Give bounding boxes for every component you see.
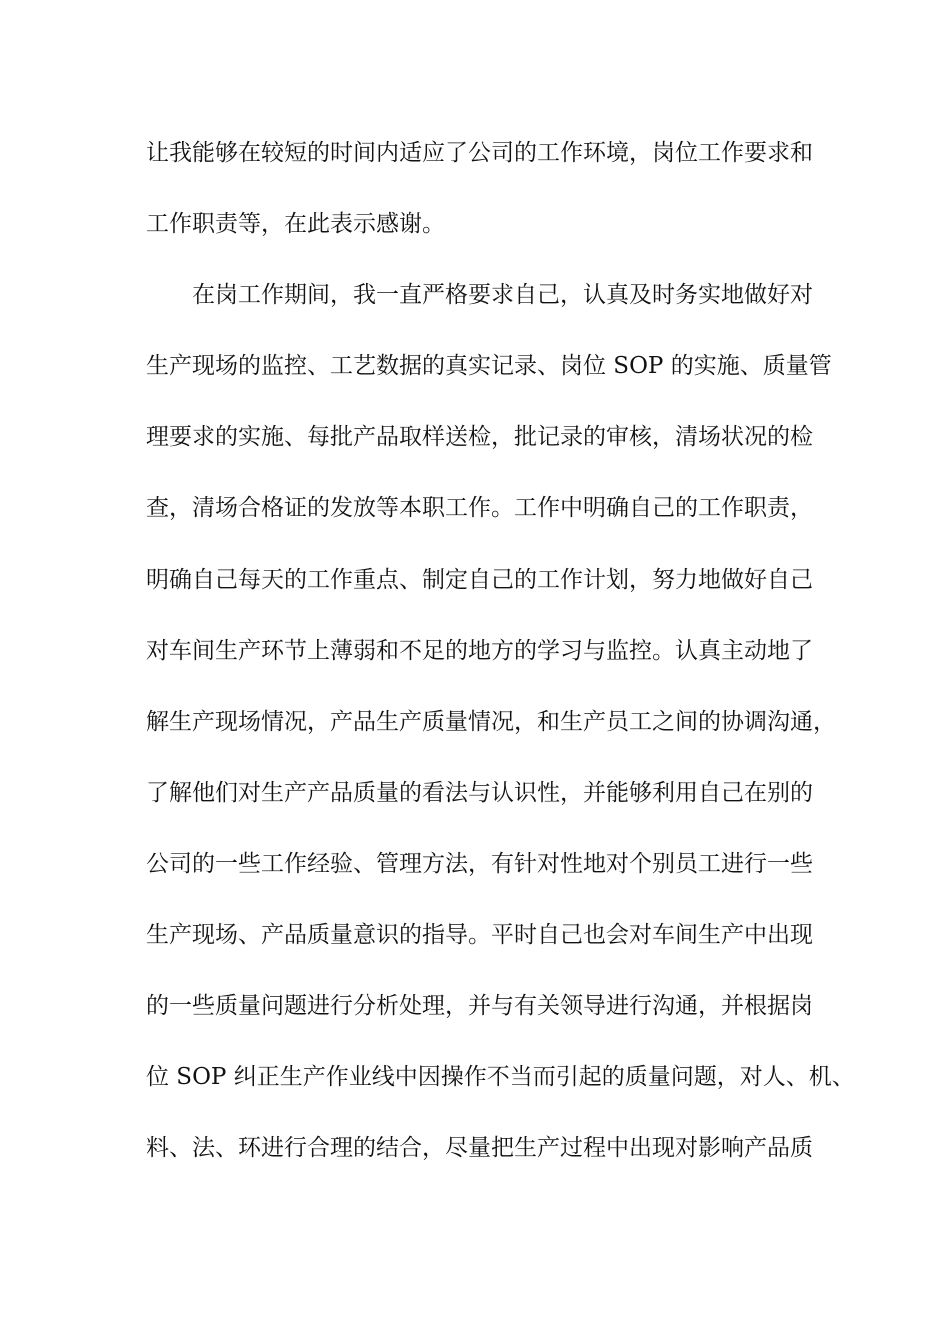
text-line: 生产现场的监控、工艺数据的真实记录、岗位 SOP 的实施、质量管: [146, 353, 832, 380]
text-line: 的一些质量问题进行分析处理，并与有关领导进行沟通，并根据岗: [146, 993, 813, 1020]
body-text: [146, 131, 855, 1197]
text-line: 对车间生产环节上薄弱和不足的地方的学习与监控。认真主动地了: [146, 637, 813, 664]
text-line: 在岗工作期间，我一直严格要求自己，认真及时务实地做好对: [146, 282, 813, 309]
text-line: 查，清场合格证的发放等本职工作。工作中明确自己的工作职责，: [146, 495, 813, 522]
text-line: 位 SOP 纠正生产作业线中因操作不当而引起的质量问题，对人、机、: [146, 1064, 855, 1091]
text-line: 生产现场、产品质量意识的指导。平时自己也会对车间生产中出现: [146, 922, 813, 949]
text-line: 公司的一些工作经验、管理方法，有针对性地对个别员工进行一些: [146, 850, 813, 877]
text-line: 理要求的实施、每批产品取样送检，批记录的审核，清场状况的检: [146, 424, 813, 451]
text-line: 了解他们对生产产品质量的看法与认识性，并能够利用自己在别的: [146, 779, 813, 806]
text-line: 解生产现场情况，产品生产质量情况，和生产员工之间的协调沟通，: [146, 708, 836, 735]
text-line: 明确自己每天的工作重点、制定自己的工作计划，努力地做好自己: [146, 566, 813, 593]
text-line: 让我能够在较短的时间内适应了公司的工作环境，岗位工作要求和: [146, 140, 813, 166]
text-line: 工作职责等，在此表示感谢。: [146, 211, 445, 238]
text-line: 料、法、环进行合理的结合，尽量把生产过程中出现对影响产品质: [146, 1135, 813, 1162]
